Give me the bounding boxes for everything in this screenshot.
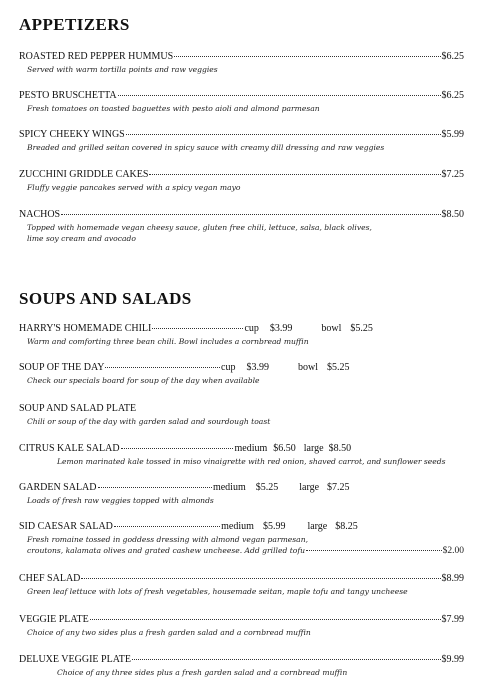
size-label: medium [234, 443, 268, 454]
item-name: CHEF SALAD [19, 573, 81, 584]
menu-item-caesar-salad [19, 521, 464, 557]
item-name: VEGGIE PLATE [19, 614, 89, 625]
menu-item-wings [19, 129, 464, 153]
item-name: PESTO BRUSCHETTA [19, 90, 117, 101]
item-description: Warm and comforting three bean chili. Bowl includes a cornbread muffin [27, 337, 309, 346]
size-price: $8.50 [328, 443, 352, 454]
menu-item-griddle-cakes [19, 169, 464, 193]
size-label: large [303, 443, 324, 454]
size-price: $8.25 [335, 521, 358, 532]
item-description: Fresh tomatoes on toasted baguettes with pesto aioli and almond parmesan [27, 104, 320, 113]
item-price: $6.25 [441, 90, 464, 101]
size-label: large [307, 521, 328, 532]
size-price: $6.50 [273, 443, 296, 454]
item-description: Choice of any two sides plus a fresh garden salad and a cornbread muffin [27, 628, 311, 637]
menu-item-veggie-plate [19, 614, 464, 638]
item-name: ROASTED RED PEPPER HUMMUS [19, 51, 174, 62]
item-description: Served with warm tortilla points and raw veggies [27, 65, 218, 74]
item-name: ZUCCHINI GRIDDLE CAKES [19, 169, 149, 180]
item-description: Loads of fresh raw veggies topped with almonds [27, 496, 214, 505]
size-price: $7.25 [327, 482, 350, 493]
item-description: Check our specials board for soup of the day when available [27, 376, 260, 385]
menu-item-soup-of-day [19, 362, 464, 386]
addon-price: $2.00 [442, 546, 464, 556]
item-description: lime soy cream and avocado [27, 234, 136, 243]
addon-text: croutons, kalamata olives and grated cashew uncheese. Add grilled tofu [27, 546, 306, 555]
size-label: cup [244, 323, 259, 334]
size-price: $5.25 [255, 482, 279, 493]
menu-item-nachos [19, 209, 464, 244]
menu-item-hummus [19, 51, 464, 75]
size-label: large [299, 482, 320, 493]
item-name: CITRUS KALE SALAD [19, 443, 120, 454]
item-description: Breaded and grilled seitan covered in spicy sauce with creamy dill dressing and raw veggies [27, 143, 385, 152]
size-label: medium [212, 482, 246, 493]
size-price: $3.99 [246, 362, 269, 373]
item-description: Topped with homemade vegan cheesy sauce, gluten free chili, lettuce, salsa, black olives, [27, 223, 372, 232]
item-price: $5.99 [441, 129, 464, 140]
size-price: $3.99 [269, 323, 293, 334]
item-price: $9.99 [441, 654, 464, 665]
menu-item-chili [19, 323, 464, 347]
item-price: $7.99 [441, 614, 464, 625]
item-price: $7.25 [441, 169, 464, 180]
size-price: $5.25 [350, 323, 373, 334]
size-price: $5.99 [262, 521, 286, 532]
item-name: GARDEN SALAD [19, 482, 97, 493]
menu-item-citrus-kale [19, 443, 464, 467]
size-label: bowl [321, 323, 342, 334]
item-price: $8.99 [441, 573, 464, 584]
item-addon [19, 545, 464, 557]
item-name: SOUP OF THE DAY [19, 362, 105, 373]
item-description: Green leaf lettuce with lots of fresh vegetables, housemade seitan, maple tofu and tangy uncheese [27, 587, 408, 596]
menu-item-bruschetta [19, 90, 464, 114]
item-price: $6.25 [441, 51, 464, 62]
soups-salads-heading: SOUPS AND SALADS [19, 289, 192, 308]
menu-item-soup-salad-plate [19, 403, 464, 427]
item-name: SPICY CHEEKY WINGS [19, 129, 125, 140]
menu-item-chef-salad [19, 573, 464, 597]
item-price: $8.50 [441, 209, 464, 220]
item-name: HARRY'S HOMEMADE CHILI [19, 323, 152, 334]
item-description: Choice of any three sides plus a fresh garden salad and a cornbread muffin [57, 668, 348, 677]
size-label: bowl [297, 362, 318, 373]
size-label: cup [221, 362, 236, 373]
appetizers-heading: APPETIZERS [19, 15, 130, 34]
size-price: $5.25 [326, 362, 350, 373]
item-description: Lemon marinated kale tossed in miso vinaigrette with red onion, shaved carrot, and sunflower seeds [57, 457, 446, 466]
menu-item-deluxe-veggie-plate [19, 654, 464, 678]
menu-item-garden-salad [19, 482, 464, 506]
item-description: Chili or soup of the day with garden salad and sourdough toast [27, 417, 271, 426]
item-description: Fluffy veggie pancakes served with a spicy vegan mayo [27, 183, 241, 192]
item-description: Fresh romaine tossed in goddess dressing with almond vegan parmesan, [27, 535, 308, 544]
size-label: medium [221, 521, 254, 532]
item-name: SID CAESAR SALAD [19, 521, 113, 532]
item-name: SOUP AND SALAD PLATE [19, 403, 137, 414]
item-name: NACHOS [19, 209, 61, 220]
item-name: DELUXE VEGGIE PLATE [19, 654, 132, 665]
